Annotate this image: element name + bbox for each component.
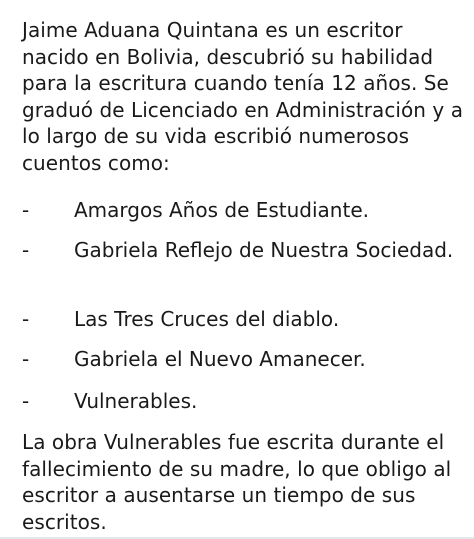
list-dash: - — [22, 347, 30, 371]
list-item — [22, 346, 468, 373]
list-dash: - — [22, 389, 30, 413]
work-title: Gabriela Reflejo de Nuestra Sociedad. — [74, 238, 454, 262]
intro-paragraph: Jaime Aduana Quintana es un escritor nacido en Bolivia, descubrió su habilidad para la escritura cuando tenía 12 años. Se graduó de Licenciado en Administración y a lo largo de su vida escribió numerosos cuentos como: — [22, 18, 464, 175]
list-dash: - — [22, 198, 30, 222]
list-item — [22, 237, 468, 264]
list-dash: - — [22, 307, 30, 331]
work-title: Amargos Años de Estudiante. — [74, 198, 369, 222]
list-item — [22, 306, 468, 333]
work-title: Las Tres Cruces del diablo. — [74, 307, 340, 331]
closing-paragraph: La obra Vulnerables fue escrita durante el fallecimiento de su madre, lo que obligo al escritor a ausentarse un tiempo de sus escritos. — [22, 430, 452, 534]
list-item — [22, 388, 468, 415]
work-title: Gabriela el Nuevo Amanecer. — [74, 347, 366, 371]
work-title: Vulnerables. — [74, 389, 198, 413]
list-dash: - — [22, 238, 30, 262]
list-item — [22, 197, 468, 224]
